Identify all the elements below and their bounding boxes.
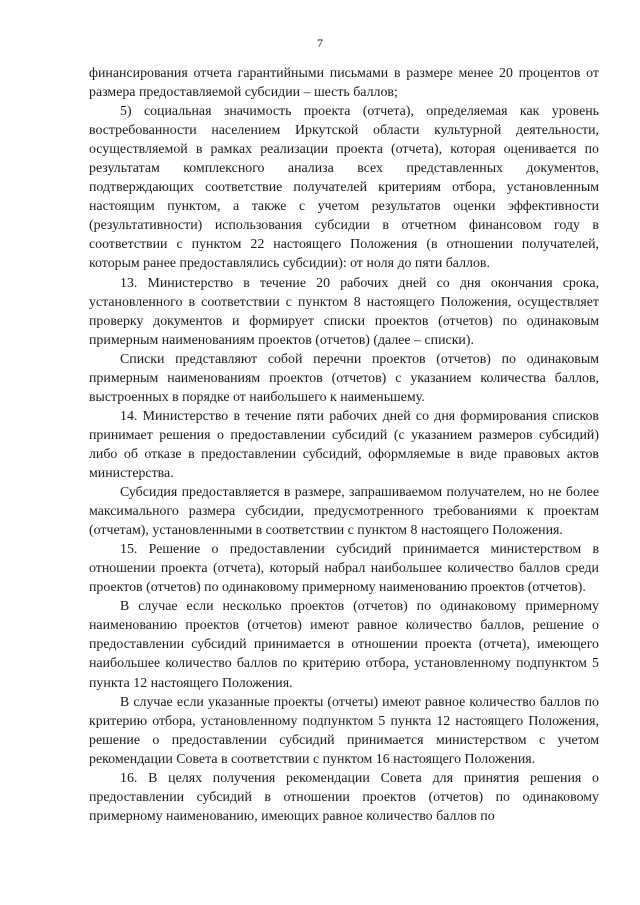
- paragraph-8: В случае если несколько проектов (отчетов) по одинаковому примерному наименованию проектов (отчетов) имеют равное количество баллов, решение о предоставлении субсидий принимается в отношении проекта (отчета), имеющего наибольшее количество баллов по критерию отбора, установленному подпунктом 5 пункта 12 настоящего Положения.: [89, 599, 599, 691]
- document-body: [89, 64, 599, 826]
- paragraph-3: 13. Министерство в течение 20 рабочих дней со дня окончания срока, установленного в соответствии с пунктом 8 настоящего Положения, осуществляет проверку документов и формирует списки проектов (отчетов) по одинаковым примерным наименованиям проектов (отчетов) (далее – списки).: [89, 275, 599, 348]
- paragraph-2: 5) социальная значимость проекта (отчета), определяемая как уровень востребованности населением Иркутской области культурной деятельности, осуществляемой в рамках реализации проекта (отчета), которая оценивается по результатам комплексного анализа всех представленных документов, подтверждающих соответствие получателей критериям отбора, установленным настоящим пунктом, а также с учетом результатов оценки эффективности (результативности) использования субсидии в отчетном финансовом году в соответствии с пунктом 22 настоящего Положения (в отношении получателей, которым ранее предоставлялись субсидии): от ноля до пяти баллов.: [89, 104, 599, 272]
- paragraph-6: Субсидия предоставляется в размере, запрашиваемом получателем, но не более максимального размера субсидии, предусмотренного требованиями к проектам (отчетам), установленными в соответствии с пунктом 8 настоящего Положения.: [89, 485, 599, 539]
- paragraph-9: В случае если указанные проекты (отчеты) имеют равное количество баллов по критерию отбора, установленному подпунктом 5 пункта 12 настоящего Положения, решение о предоставлении субсидий принимается министерством с учетом рекомендации Совета в соответствии с пунктом 16 настоящего Положения.: [89, 694, 599, 767]
- paragraph-7: 15. Решение о предоставлении субсидий принимается министерством в отношении проекта (отчета), который набрал наибольшее количество баллов среди проектов (отчетов) по одинаковому примерному наименованию проектов (отчетов).: [89, 542, 599, 596]
- page-number: 7: [317, 36, 323, 50]
- paragraph-4: Списки представляют собой перечни проектов (отчетов) по одинаковым примерным наименованиям проектов (отчетов) с указанием количества баллов, выстроенных в порядке от наибольшего к наименьшему.: [89, 351, 599, 405]
- paragraph-10: 16. В целях получения рекомендации Совета для принятия решения о предоставлении субсидий в отношении проектов (отчетов) по одинаковому примерному наименованию, имеющих равное количество баллов по: [89, 770, 599, 824]
- paragraph-1: финансирования отчета гарантийными письмами в размере менее 20 процентов от размера предоставляемой субсидии – шесть баллов;: [89, 66, 599, 101]
- paragraph-5: 14. Министерство в течение пяти рабочих дней со дня формирования списков принимает решения о предоставлении субсидий (с указанием размеров субсидий) либо об отказе в предоставлении субсидий, оформляемые в виде правовых актов министерства.: [89, 408, 599, 481]
